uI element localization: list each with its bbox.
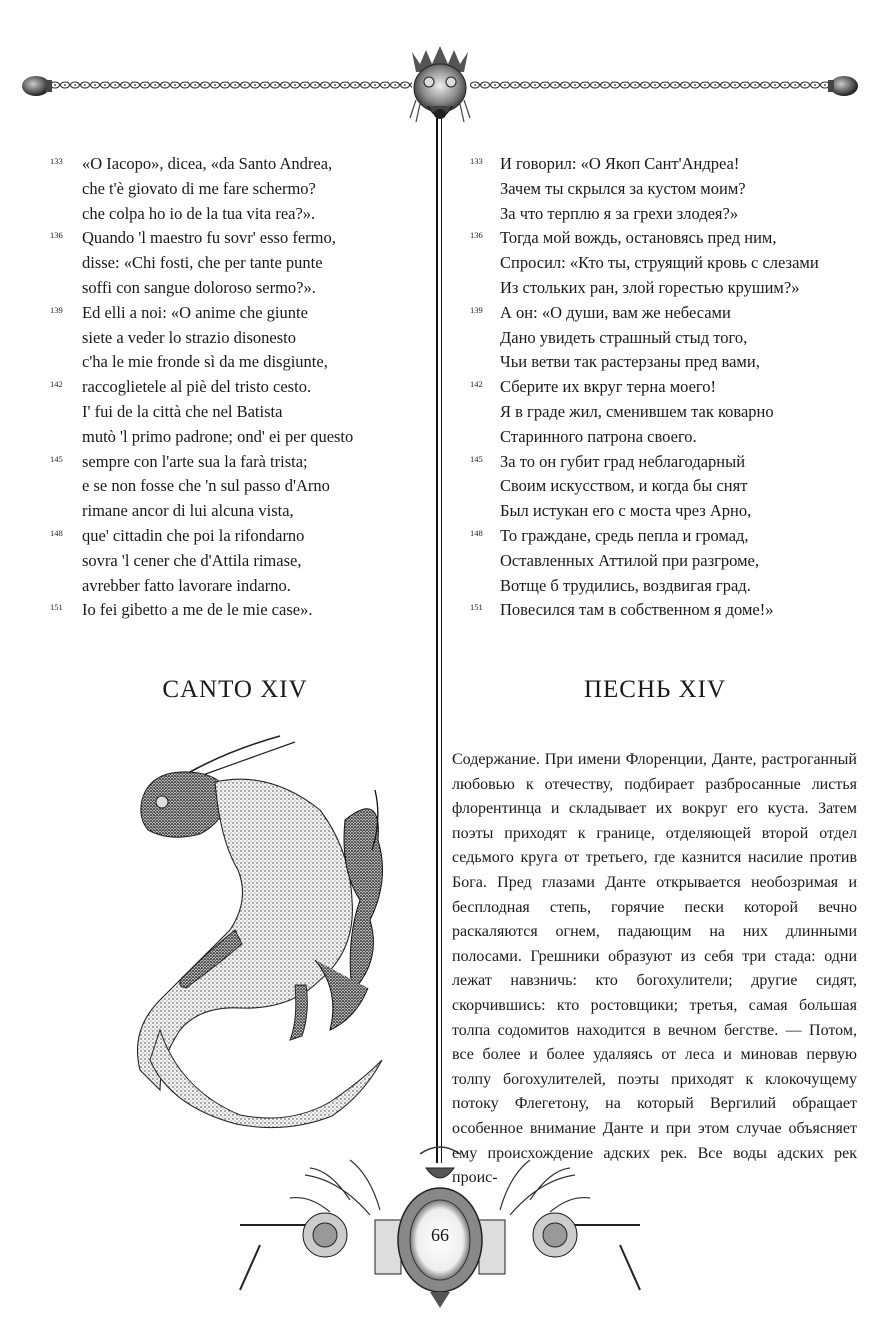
verse-text: Оставленных Аттилой при разгроме,	[500, 550, 759, 570]
verse-text: Я в граде жил, сменившем так коварно	[500, 401, 774, 421]
verse-line	[50, 301, 420, 326]
verse-text: disse: «Chi fosti, che per tante punte	[82, 253, 323, 273]
verse-text: За что терплю я за грехи злодея?»	[500, 203, 739, 223]
verse-line	[470, 524, 860, 549]
verse-text: que' cittadin che poi la rifondarno	[82, 525, 305, 545]
verse-line	[470, 251, 860, 276]
verse-line	[470, 301, 860, 326]
verse-number: 136	[50, 230, 63, 241]
panel-left-icon	[375, 1220, 401, 1274]
verse-line	[50, 350, 420, 375]
verse-line	[470, 152, 860, 177]
canto-summary-text: Содержание. При имени Флоренции, Данте, растроганный любовью к отечеству, подбирает разбросанные листья флорентинца и складывает их вокруг его куста. Затем поэты приходят к границе, отделяющей второй отдел седьмого круга от третьего, где казнится насилие против Бога. Пред глазами Данте открывается необозримая и бесплодная степь, горячие пески которой вечно раскаляются огнем, падающим на них длинными полосами. Грешники образуют из себя три стада: одни лежат навзничь: кто богохулители; другие сидят, скорчившись: кто ростовщики; третья, самая большая толпа содомитов находится в вечном бегстве. — Потом, все более и более удаляясь от леса и миновав первую толпу богохулителей, поэты приходят к клокочущему потоку Флегетону, на который Вергилий обращает особенное внимание Данте и при этом случае объясняет ему происхождение адских рек. Все воды адских рек проис-	[452, 751, 857, 1187]
verse-line	[470, 202, 860, 227]
urn-icon	[420, 1147, 460, 1178]
verse-line	[50, 326, 420, 351]
verse-text: sovra 'l cener che d'Attila rimase,	[82, 550, 302, 570]
verse-line	[50, 524, 420, 549]
verse-line	[50, 425, 420, 450]
verse-text: Старинного патрона своего.	[500, 426, 697, 446]
left-finial-icon	[22, 76, 52, 96]
verse-text: Повесился там в собственном я доме!»	[500, 600, 774, 620]
verse-text: За то он губит град неблагодарный	[500, 451, 746, 471]
verse-text: Вотще б трудились, воздвигая град.	[500, 575, 751, 595]
verse-number: 151	[50, 602, 63, 613]
verse-line	[50, 474, 420, 499]
verse-line	[470, 350, 860, 375]
verse-text: soffi con sangue doloroso sermo?».	[82, 277, 316, 297]
verse-text: Спросил: «Кто ты, струящий кровь с слезами	[500, 253, 819, 273]
canto-title-italian: CANTO XIV	[162, 676, 308, 703]
panel-right-icon	[479, 1220, 505, 1274]
verse-line	[50, 450, 420, 475]
verse-line	[50, 251, 420, 276]
verse-text: То граждане, средь пепла и громад,	[500, 525, 749, 545]
verse-text: I' fui de la città che nel Batista	[82, 401, 283, 421]
verse-text: Quando 'l maestro fu sovr' esso fermo,	[82, 228, 336, 248]
verse-number: 151	[470, 602, 483, 613]
verse-line	[470, 499, 860, 524]
verse-text: Дано увидеть страшный стыд того,	[500, 327, 748, 347]
verse-line	[470, 574, 860, 599]
verse-text: e se non fosse che 'n sul passo d'Arno	[82, 476, 330, 496]
verse-text: Сберите их вкруг терна моего!	[500, 377, 717, 397]
foliage-left-icon	[290, 1160, 380, 1215]
verse-number: 139	[470, 304, 483, 315]
column-divider	[436, 118, 442, 1163]
verse-line	[50, 400, 420, 425]
scroll-left-icon	[240, 1213, 347, 1290]
verse-line	[50, 177, 420, 202]
italian-verses	[50, 152, 420, 623]
verse-text: Io fei gibetto a me de le mie case».	[82, 600, 313, 620]
verse-number: 133	[470, 156, 483, 166]
verse-number: 148	[470, 527, 483, 538]
verse-text: Из стольких ран, злой горестью крушим?»	[500, 277, 800, 297]
verse-text: Был истукан его с моста чрез Арно,	[500, 501, 752, 521]
verse-text: rimane ancor di lui alcuna vista,	[82, 501, 294, 521]
verse-text: Ed elli a noi: «O anime che giunte	[82, 302, 308, 322]
russian-verses	[470, 152, 860, 623]
verse-line	[50, 226, 420, 251]
verse-line	[470, 276, 860, 301]
verse-text: Тогда мой вождь, остановясь пред ним,	[500, 228, 777, 248]
verse-number: 148	[50, 527, 63, 538]
verse-number: 145	[470, 453, 483, 464]
verse-number: 133	[50, 156, 63, 166]
verse-number: 142	[470, 379, 483, 390]
verse-line	[470, 598, 860, 623]
grotesque-mask-icon	[410, 46, 470, 122]
verse-line	[470, 474, 860, 499]
right-finial-icon	[828, 76, 858, 96]
braided-rod-left	[52, 81, 412, 91]
verse-line	[50, 549, 420, 574]
verse-number: 139	[50, 304, 63, 315]
page-number: 66	[431, 1225, 449, 1245]
verse-line	[50, 375, 420, 400]
verse-line	[470, 400, 860, 425]
verse-line	[50, 574, 420, 599]
verse-number: 142	[50, 379, 63, 390]
verse-text: avrebber fatto lavorare indarno.	[82, 575, 291, 595]
verse-text: «O Iacopo», dicea, «da Santo Andrea,	[82, 154, 333, 173]
foliage-right-icon	[500, 1160, 590, 1215]
verse-text: siete a veder lo strazio disonesto	[82, 327, 296, 347]
verse-line	[470, 425, 860, 450]
verse-text: Зачем ты скрылся за кустом моим?	[500, 178, 746, 198]
sea-creature-illustration	[120, 730, 430, 1130]
verse-text: mutò 'l primo padrone; ond' ei per questo	[82, 426, 354, 446]
braided-rod-right	[470, 81, 830, 91]
verse-line	[50, 152, 420, 177]
verse-line	[470, 226, 860, 251]
verse-text: raccoglietele al piè del tristo cesto.	[82, 377, 312, 397]
verse-line	[470, 549, 860, 574]
verse-number: 145	[50, 453, 63, 464]
verse-line	[470, 326, 860, 351]
verse-text: И говорил: «О Якоп Сант'Андреа!	[500, 154, 740, 173]
verse-text: Чьи ветви так растерзаны пред вами,	[500, 352, 760, 372]
verse-text: sempre con l'arte sua la farà trista;	[82, 451, 308, 471]
verse-line	[50, 598, 420, 623]
verse-text: che colpa ho io de la tua vita rea?».	[82, 203, 316, 223]
canto-title-russian: ПЕСНЬ XIV	[583, 676, 727, 703]
verse-line	[470, 375, 860, 400]
verse-line	[470, 177, 860, 202]
verse-number: 136	[470, 230, 483, 241]
verse-line	[470, 450, 860, 475]
verse-line	[50, 202, 420, 227]
verse-line	[50, 499, 420, 524]
verse-text: che t'è giovato di me fare schermo?	[82, 178, 316, 198]
scroll-right-icon	[533, 1213, 640, 1290]
verse-line	[50, 276, 420, 301]
verse-text: Своим искусством, и когда бы снят	[500, 476, 748, 496]
verse-text: А он: «О души, вам же небесами	[500, 302, 731, 322]
verse-text: c'ha le mie fronde sì da me disgiunte,	[82, 352, 328, 372]
